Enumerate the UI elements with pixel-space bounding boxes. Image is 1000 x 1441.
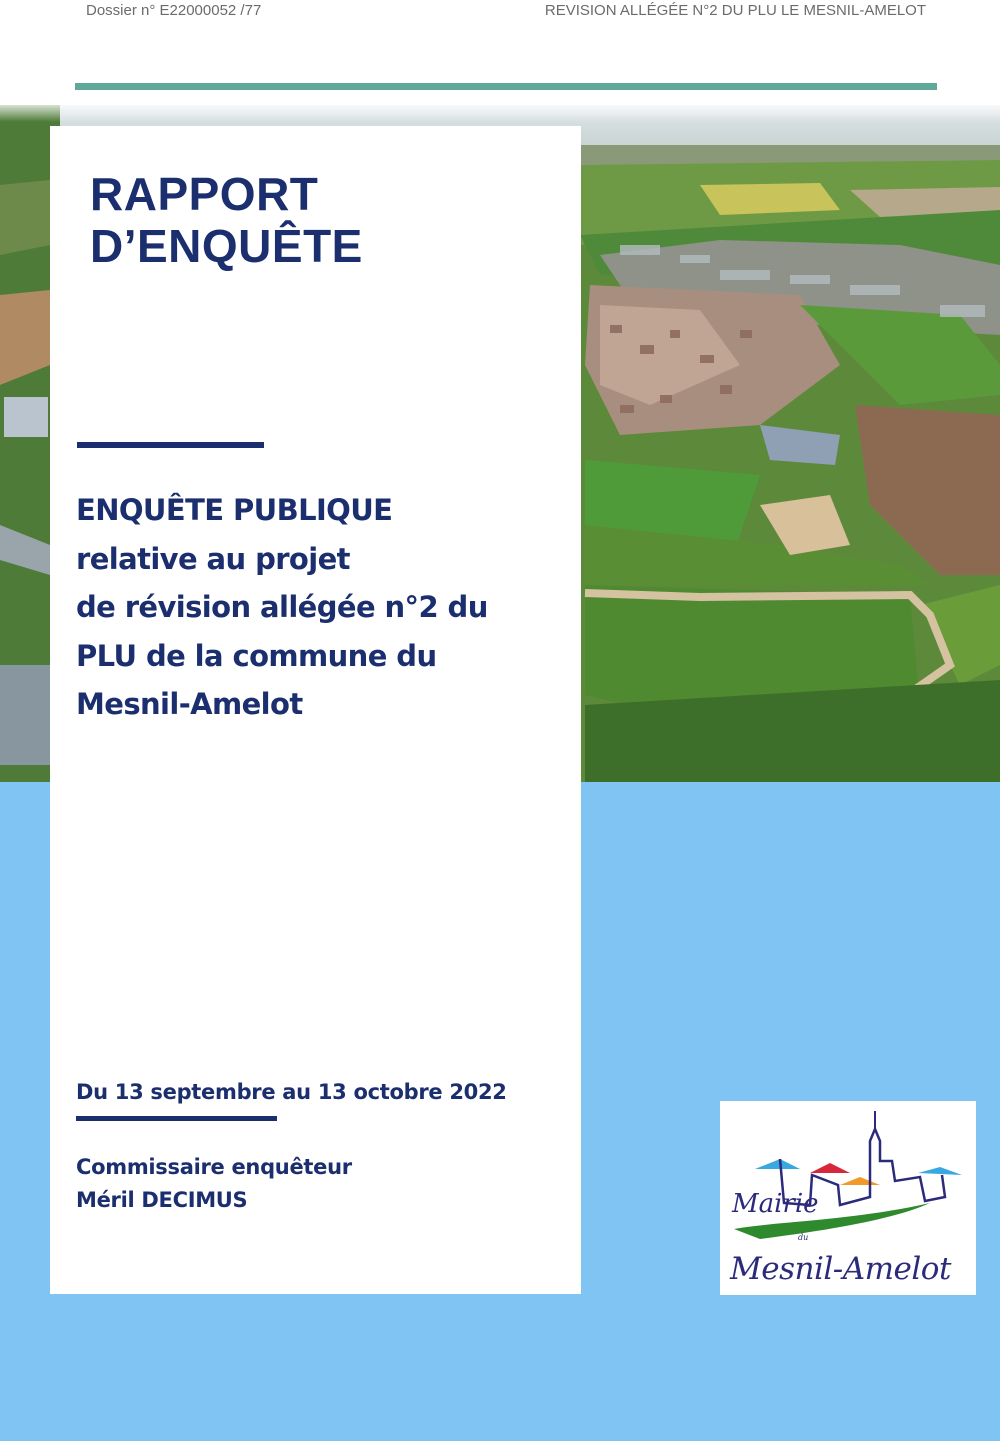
subject-line: ENQUÊTE PUBLIQUE [76,493,393,527]
report-title-line-1: RAPPORT [90,168,319,220]
header-dossier-number: Dossier n° E22000052 /77 [86,2,262,19]
report-title-line-2: D’ENQUÊTE [90,220,363,272]
subject-line: de révision allégée n°2 du [76,590,488,624]
inquiry-subject [76,486,488,729]
header-running-title: REVISION ALLÉGÉE N°2 DU PLU LE MESNIL-AMELOT [544,2,926,19]
logo-text-du: du [798,1233,809,1242]
logo-text-mairie: Mairie [732,1189,819,1219]
title-divider [77,442,264,448]
cover-panel [50,126,581,1294]
report-title [90,168,363,272]
inquiry-dates: Du 13 septembre au 13 octobre 2022 [76,1080,507,1104]
commissaire-role: Commissaire enquêteur [76,1155,352,1179]
photo-top-fade [0,100,1000,122]
commissaire-block [76,1151,352,1217]
mairie-logo [720,1101,976,1295]
subject-line: Mesnil-Amelot [76,687,303,721]
subject-line: relative au projet [76,541,350,576]
commissaire-name: Méril DECIMUS [76,1188,248,1212]
dates-divider [76,1116,277,1121]
logo-text-commune: Mesnil-Amelot [730,1251,951,1287]
subject-line: PLU de la commune du [76,638,437,673]
header-divider [75,83,937,90]
